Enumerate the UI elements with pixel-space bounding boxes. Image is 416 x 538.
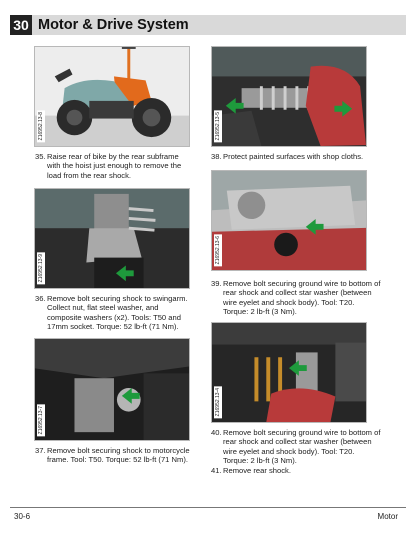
- step-text: Remove rear shock.: [223, 466, 291, 475]
- step-35: [35, 152, 193, 180]
- step-40: [211, 428, 381, 466]
- step-41: [211, 466, 381, 475]
- photo-code: Z16952.13-6: [215, 235, 221, 264]
- step-number: 41.: [211, 466, 222, 475]
- step-text: Protect painted surfaces with shop cloths.: [223, 152, 364, 161]
- step-text: Remove bolt securing shock to motorcycle frame. Tool: T50. Torque: 52 lb-ft (71 Nm).: [47, 446, 190, 465]
- photo-code: Z16952.13-7: [38, 405, 44, 434]
- photo-step-38: [211, 46, 367, 147]
- step-text: Raise rear of bike by the rear subframe with the hoist just enough to remove the load from the rear shock.: [47, 152, 182, 180]
- photo-code: Z16952.13-8: [38, 111, 44, 140]
- step-39: [211, 279, 381, 317]
- step-number: 36.: [35, 294, 46, 303]
- chapter-header: [10, 15, 406, 35]
- step-number: 40.: [211, 428, 222, 437]
- chapter-title: Motor & Drive System: [32, 15, 406, 35]
- step-number: 37.: [35, 446, 46, 455]
- step-38: [211, 152, 381, 161]
- photo-step-37: [34, 338, 190, 441]
- step-text: Remove bolt securing ground wire to bottom of rear shock and collect star washer (between wire eyelet and shock body). Tool: T20. Torque: 2 lb-ft (3 Nm).: [223, 428, 381, 466]
- photo-step-36: [34, 188, 190, 289]
- photo-step-40: [211, 322, 367, 423]
- photo-step-39: [211, 170, 367, 271]
- photo-code: Z16952.13-9: [38, 253, 44, 282]
- chapter-number: 30: [10, 15, 32, 35]
- step-number: 38.: [211, 152, 222, 161]
- photo-code: Z16952.13-5: [215, 111, 221, 140]
- step-text: Remove bolt securing shock to swingarm. Collect nut, flat steel washer, and composite washers (x2). Tools: T50 and 17mm socket. Torque: 52 lb-ft (71 Nm).: [47, 294, 188, 332]
- photo-step-35: [34, 46, 190, 147]
- step-text: Remove bolt securing ground wire to bottom of rear shock and collect star washer (between wire eyelet and shock body). Tool: T20. Torque: 2 lb-ft (3 Nm).: [223, 279, 381, 317]
- step-36: [35, 294, 195, 332]
- footer-divider: [10, 507, 406, 508]
- photo-code: Z16952.13-4: [215, 387, 221, 416]
- step-number: 39.: [211, 279, 222, 288]
- section-name: Motor: [377, 512, 398, 521]
- page-number: 30-6: [14, 512, 31, 521]
- step-37: [35, 446, 193, 465]
- step-number: 35.: [35, 152, 46, 161]
